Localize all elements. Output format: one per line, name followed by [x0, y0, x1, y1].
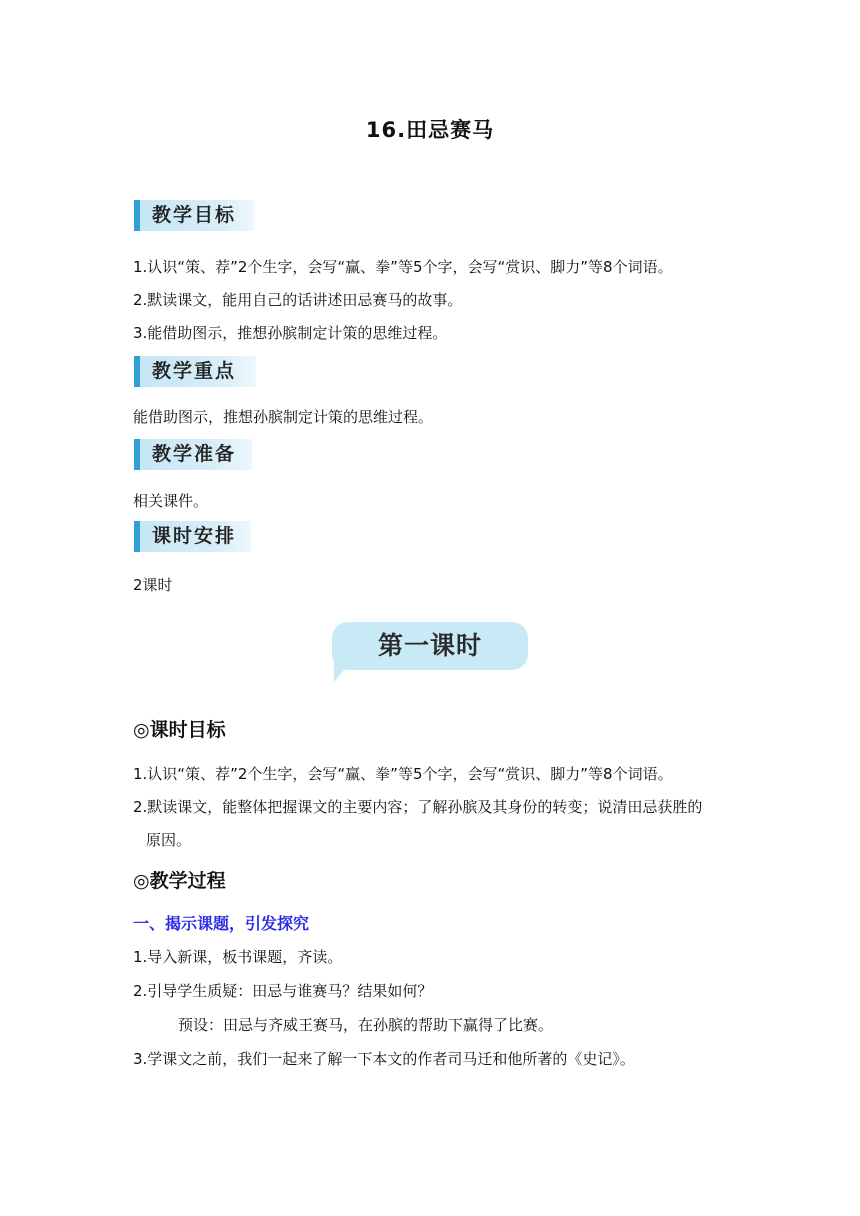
lesson-banner-text: 第一课时: [332, 622, 528, 670]
process-step-note: 预设：田忌与齐威王赛马，在孙膑的帮助下赢得了比赛。: [178, 1016, 554, 1034]
section-label-focus: 教学重点: [134, 356, 256, 387]
lesson-goal-line: 2.默读课文，能整体把握课文的主要内容；了解孙膑及其身份的转变；说清田忌获胜的: [133, 798, 703, 816]
process-step: 1.导入新课，板书课题，齐读。: [133, 948, 343, 966]
schedule-text: 2课时: [133, 576, 173, 594]
process-step: 2.引导学生质疑：田忌与谁赛马？结果如何？: [133, 982, 433, 1000]
lesson-goals-heading: ◎课时目标: [133, 719, 226, 741]
section-label-schedule: 课时安排: [134, 521, 251, 552]
process-part-title: 一、揭示课题，引发探究: [133, 914, 310, 933]
prep-text: 相关课件。: [133, 492, 209, 510]
section-label-goals: 教学目标: [134, 200, 254, 231]
goal-line: 1.认识“策、荐”2个生字，会写“赢、拳”等5个字，会写“赏识、脚力”等8个词语。: [133, 258, 673, 276]
process-step: 3.学课文之前，我们一起来了解一下本文的作者司马迁和他所著的《史记》。: [133, 1050, 635, 1068]
page-title: 16.田忌赛马: [365, 118, 495, 142]
lesson-banner: [332, 622, 528, 684]
lesson-goal-line: 原因。: [146, 831, 192, 849]
goal-line: 2.默读课文，能用自己的话讲述田忌赛马的故事。: [133, 291, 463, 309]
goal-line: 3.能借助图示，推想孙膑制定计策的思维过程。: [133, 324, 448, 342]
section-label-prep: 教学准备: [134, 439, 252, 470]
process-heading: ◎教学过程: [133, 870, 226, 892]
lesson-goal-line: 1.认识“策、荐”2个生字，会写“赢、拳”等5个字，会写“赏识、脚力”等8个词语。: [133, 765, 673, 783]
focus-text: 能借助图示，推想孙膑制定计策的思维过程。: [133, 408, 434, 426]
